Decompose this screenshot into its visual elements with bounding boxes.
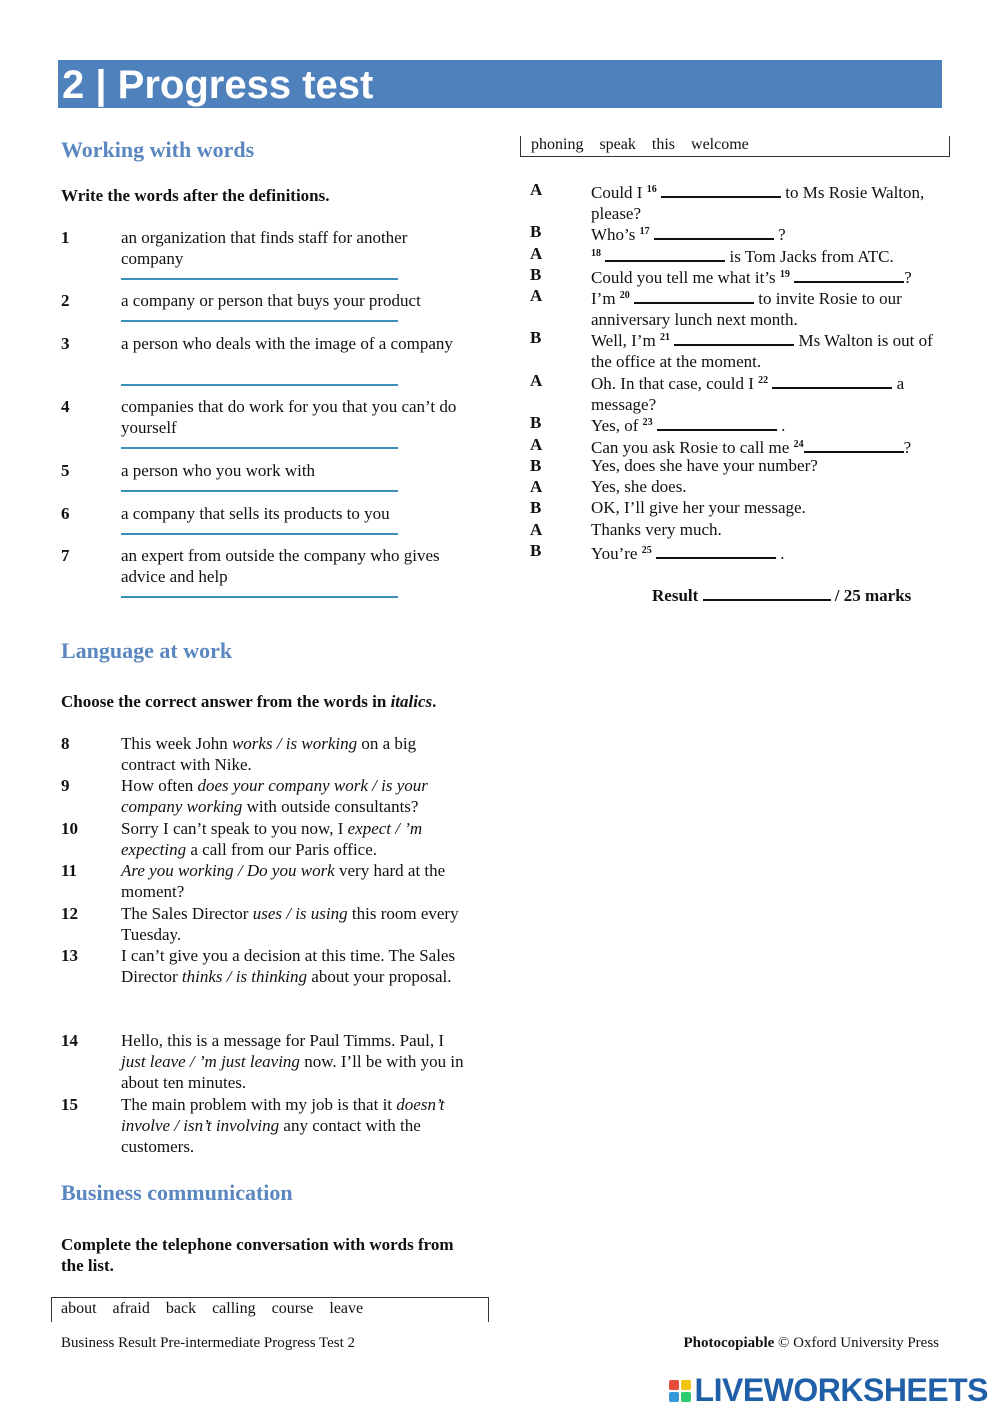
answer-line[interactable]: [121, 596, 398, 598]
answer-options[interactable]: expect / ’m expecting: [121, 819, 423, 859]
answer-line[interactable]: [121, 447, 398, 449]
dialogue-line: [591, 370, 936, 415]
dialogue-line: [591, 540, 936, 564]
answer-blank[interactable]: [661, 180, 781, 198]
sentence-fragment: I can’t give you a decision at this time. The Sales Director: [121, 946, 456, 986]
sentence-text: [121, 818, 466, 860]
answer-line[interactable]: [121, 320, 398, 322]
sentence-text: [121, 860, 466, 902]
instruction-text: Choose the correct answer from the words in: [61, 692, 391, 711]
dialogue-text: to invite Rosie to our anniversary lunch next month.: [591, 289, 902, 329]
word-list-item: this: [651, 136, 676, 153]
dialogue-text: is Tom Jacks from ATC.: [725, 247, 894, 266]
item-number: 3: [61, 334, 70, 353]
word-list-item: welcome: [691, 136, 749, 153]
gap-number: 18: [591, 248, 601, 259]
dialogue-text: I’m: [591, 289, 620, 308]
item-number: 12: [61, 904, 78, 923]
item-number: 8: [61, 734, 70, 753]
dialogue-line: [591, 285, 936, 330]
dialogue-text: ?: [903, 438, 912, 457]
word-list-box-right: [520, 136, 950, 157]
gap-number: 22: [758, 375, 769, 386]
answer-options[interactable]: does your company work / is your company working: [121, 776, 428, 816]
dialogue-line: [591, 476, 936, 497]
item-number: 13: [61, 946, 78, 965]
definition-text: an organization that finds staff for another company: [121, 228, 408, 268]
answer-line[interactable]: [121, 278, 398, 280]
word-list-item: about: [61, 1300, 97, 1317]
word-list-box-left: [51, 1297, 489, 1322]
answer-blank[interactable]: [674, 328, 794, 346]
dialogue-text: You’re: [591, 544, 642, 563]
speaker-label: A: [530, 477, 543, 496]
item-number: 4: [61, 397, 70, 416]
speaker-label: A: [530, 180, 543, 199]
definition-text: a person who deals with the image of a company: [121, 334, 453, 353]
sentence-text: [121, 1030, 466, 1093]
sentence-fragment: about your proposal.: [307, 967, 452, 986]
speaker-label: B: [530, 413, 542, 432]
dialogue-text: Well, I’m: [591, 331, 660, 350]
footer-source: Business Result Pre-intermediate Progress Test 2: [61, 1335, 356, 1351]
dialogue-text: a message?: [591, 374, 905, 414]
section3-instruction: Complete the telephone conversation with words from the list.: [61, 1235, 454, 1275]
dialogue-text: Could you tell me what it’s: [591, 268, 780, 287]
answer-blank[interactable]: [794, 265, 904, 283]
definition-text: an expert from outside the company who gives advice and help: [121, 546, 440, 586]
word-list-item: course: [271, 1300, 314, 1317]
result-line: [652, 583, 911, 606]
dialogue-text: Could I: [591, 183, 647, 202]
dialogue-text: OK, I’ll give her your message.: [591, 498, 806, 517]
sentence-fragment: this room every Tuesday.: [121, 904, 459, 944]
answer-blank[interactable]: [656, 541, 776, 559]
sentence-fragment: Sorry I can’t speak to you now, I: [121, 819, 348, 838]
answer-blank[interactable]: [654, 222, 774, 240]
answer-line[interactable]: [121, 490, 398, 492]
answer-options[interactable]: Are you working / Do you work: [121, 861, 335, 880]
instruction-italic: italics: [390, 692, 433, 711]
answer-blank[interactable]: [804, 435, 904, 453]
item-number: 9: [61, 776, 70, 795]
speaker-label: B: [530, 222, 542, 241]
sentence-fragment: The main problem with my job is that it: [121, 1095, 397, 1114]
item-number: 5: [61, 461, 70, 480]
dialogue-text: Yes, of: [591, 416, 643, 435]
speaker-label: A: [530, 371, 543, 390]
answer-blank[interactable]: [772, 371, 892, 389]
item-number: 14: [61, 1031, 78, 1050]
logo-square: [681, 1380, 691, 1390]
dialogue-text: Can you ask Rosie to call me: [591, 438, 794, 457]
speaker-label: B: [530, 456, 542, 475]
definition-text: a company or person that buys your product: [121, 291, 421, 310]
answer-line[interactable]: [121, 384, 398, 386]
dialogue-text: ?: [904, 268, 912, 287]
sentence-fragment: Hello, this is a message for Paul Timms. Paul, I: [121, 1031, 444, 1050]
dialogue-text: ?: [773, 225, 786, 244]
dialogue-text: Yes, does she have your number?: [591, 456, 818, 475]
liveworksheets-brand: [669, 1372, 988, 1409]
speaker-label: B: [530, 265, 542, 284]
dialogue-line: [591, 455, 936, 476]
word-list-item: leave: [329, 1300, 364, 1317]
footer-copyright: [683, 1335, 939, 1352]
answer-options[interactable]: just leave / ’m just leaving: [121, 1052, 300, 1071]
dialogue-text: .: [776, 416, 786, 435]
result-suffix: / 25 marks: [834, 586, 912, 605]
item-number: 15: [61, 1095, 78, 1114]
dialogue-text: to Ms Rosie Walton, please?: [591, 183, 925, 223]
dialogue-line: [591, 497, 936, 518]
answer-options[interactable]: thinks / is thinking: [181, 967, 308, 986]
liveworksheets-logo-icon: [669, 1380, 691, 1402]
section-heading-language-at-work: Language at work: [61, 638, 233, 663]
sentence-fragment: a call from our Paris office.: [186, 840, 378, 859]
dialogue-line: [591, 412, 936, 436]
speaker-label: A: [530, 286, 543, 305]
section-heading-working-with-words: Working with words: [61, 137, 255, 162]
definition-text: companies that do work for you that you can’t do yourself: [121, 397, 457, 437]
sentence-fragment: This week John: [121, 734, 232, 753]
word-list-item: phoning: [531, 136, 584, 153]
gap-number: 25: [641, 545, 652, 556]
sentence-text: [121, 775, 466, 817]
speaker-label: B: [530, 498, 542, 517]
logo-square: [681, 1392, 691, 1402]
section-heading-business-communication: Business communication: [61, 1180, 293, 1205]
word-list-item: speak: [599, 136, 636, 153]
word-list-item: back: [165, 1300, 197, 1317]
page-title: 2 | Progress test: [62, 63, 374, 107]
item-number: 7: [61, 546, 70, 565]
gap-number: 20: [619, 290, 630, 301]
answer-options[interactable]: doesn’t involve / isn’t involving: [121, 1095, 445, 1135]
result-label: Result: [652, 586, 699, 605]
sentence-text: [121, 903, 466, 945]
title-banner: [58, 60, 942, 108]
section1-instruction: Write the words after the definitions.: [61, 186, 330, 205]
speaker-label: A: [530, 435, 543, 454]
answer-blank[interactable]: [634, 286, 754, 304]
section2-instruction: [61, 691, 436, 712]
gap-number: 17: [639, 226, 650, 237]
dialogue-text: .: [775, 544, 785, 563]
gap-number: 19: [779, 269, 790, 280]
dialogue-text: Who’s: [591, 225, 640, 244]
dialogue-line: [591, 179, 936, 224]
dialogue-line: [591, 327, 936, 372]
dialogue-text: Yes, she does.: [591, 477, 687, 496]
speaker-label: B: [530, 541, 542, 560]
speaker-label: A: [530, 520, 543, 539]
answer-blank[interactable]: [605, 244, 725, 262]
speaker-label: A: [530, 244, 543, 263]
photocopiable-label: Photocopiable: [683, 1335, 775, 1351]
answer-blank[interactable]: [657, 413, 777, 431]
dialogue-text: Thanks very much.: [591, 520, 722, 539]
sentence-fragment: very hard at the moment?: [121, 861, 446, 901]
copyright-text: © Oxford University Press: [774, 1335, 939, 1351]
dialogue-line: [591, 519, 936, 540]
item-number: 2: [61, 291, 70, 310]
item-number: 6: [61, 504, 70, 523]
sentence-text: [121, 945, 466, 987]
sentence-text: [121, 1094, 466, 1157]
sentence-fragment: now. I’ll be with you in about ten minutes.: [121, 1052, 464, 1092]
definition-text: a person who you work with: [121, 461, 316, 480]
sentence-fragment: with outside consultants?: [242, 797, 419, 816]
brand-name: LIVEWORKSHEETS: [694, 1372, 988, 1408]
sentence-fragment: The Sales Director: [121, 904, 253, 923]
sentence-fragment: any contact with the customers.: [121, 1116, 421, 1156]
speaker-label: B: [530, 328, 542, 347]
instruction-period: .: [432, 692, 437, 711]
sentence-text: [121, 733, 466, 775]
word-list-item: calling: [212, 1300, 256, 1317]
gap-number: 23: [642, 417, 653, 428]
dialogue-text: Ms Walton is out of the office at the moment.: [591, 331, 933, 371]
item-number: 1: [61, 228, 70, 247]
definition-text: a company that sells its products to you: [121, 504, 390, 523]
sentence-fragment: How often: [121, 776, 198, 795]
gap-number: 21: [659, 332, 670, 343]
item-number: 10: [61, 819, 78, 838]
logo-square: [669, 1380, 679, 1390]
item-number: 11: [61, 861, 78, 880]
logo-square: [669, 1392, 679, 1402]
sentence-fragment: on a big contract with Nike.: [121, 734, 417, 774]
answer-options[interactable]: uses / is using: [252, 904, 348, 923]
dialogue-text: Oh. In that case, could I: [591, 374, 759, 393]
result-blank[interactable]: [703, 583, 831, 601]
dialogue-line: [591, 221, 936, 245]
answer-line[interactable]: [121, 533, 398, 535]
gap-number: 16: [646, 184, 657, 195]
gap-number: 24: [793, 439, 804, 450]
word-list-item: afraid: [112, 1300, 150, 1317]
answer-options[interactable]: works / is working: [231, 734, 358, 753]
